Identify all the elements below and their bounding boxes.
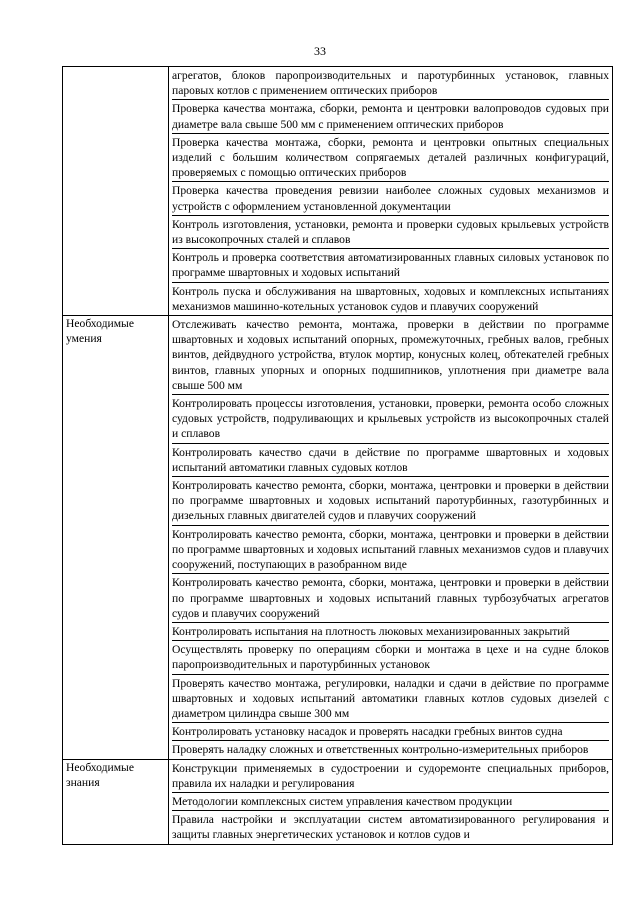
list-item: агрегатов, блоков паропроизводительных и паротурбинных установок, главных паровых котлов с применением оптических приборов	[172, 67, 609, 100]
list-item: Контроль пуска и обслуживания на швартовных, ходовых и комплексных испытаниях механизмов машинно-котельных установок судов и плавучих сооружений	[172, 284, 609, 313]
list-item: Проверка качества монтажа, сборки, ремонта и центровки валопроводов судовых при диаметре вала свыше 500 мм с применением оптических приборов	[172, 100, 609, 133]
table-row	[63, 316, 613, 759]
list-item: Проверять наладку сложных и ответственных контрольно-измерительных приборов	[172, 743, 589, 757]
list-item: Контролировать качество ремонта, сборки, монтажа, центровки и проверки в действии по программе швартовных и ходовых испытаний главных механизмов судов и плавучих сооружений, поступающих в разобранном виде	[172, 526, 609, 575]
row-label	[63, 67, 169, 316]
row-label-skills: Необходимые умения	[63, 316, 169, 759]
table-row	[63, 759, 613, 844]
row-content	[169, 67, 613, 316]
list-item: Контролировать качество сдачи в действие по программе швартовных и ходовых испытаний автоматики главных судовых котлов	[172, 444, 609, 477]
list-item: Контроль изготовления, установки, ремонта и проверки судовых крыльевых устройств из высокопрочных сталей и сплавов	[172, 216, 609, 249]
table-row	[63, 67, 613, 316]
list-item: Контролировать испытания на плотность люковых механизированных закрытий	[172, 623, 609, 641]
list-item: Конструкции применяемых в судостроении и судоремонте специальных приборов, правила их наладки и регулирования	[172, 760, 609, 793]
list-item: Правила настройки и эксплуатации систем автоматизированного регулирования и защиты главных энергетических установок и котлов судов и	[172, 813, 609, 842]
list-item: Контролировать качество ремонта, сборки, монтажа, центровки и проверки в действии по программе швартовных и ходовых испытаний главных турбозубчатых агрегатов судов и плавучих сооружений	[172, 574, 609, 623]
list-item: Отслеживать качество ремонта, монтажа, проверки в действии по программе швартовных и ходовых испытаний опорных, промежуточных, гребных валов, гребных винтов, дейдвудного устройства, втулок мортир, конусных колец, обтекателей гребных винтов, главных упорных и опорных подшипников, уплотнения при диаметре вала свыше 500 мм	[172, 316, 609, 395]
row-content	[169, 316, 613, 759]
row-label-knowledge: Необходимые знания	[63, 759, 169, 844]
list-item: Методологии комплексных систем управления качеством продукции	[172, 793, 609, 811]
list-item: Проверка качества проведения ревизии наиболее сложных судовых механизмов и устройств с оформлением установленной документации	[172, 182, 609, 215]
list-item: Проверять качество монтажа, регулировки, наладки и сдачи в действие по программе швартовных и ходовых испытаний автоматики главных котлов судовых дизелей с диаметром цилиндра свыше 300 мм	[172, 675, 609, 724]
list-item: Контролировать качество ремонта, сборки, монтажа, центровки и проверки в действии по программе швартовных и ходовых испытаний паротурбинных, газотурбинных и дизельных главных двигателей судов и плавучих сооружений	[172, 477, 609, 526]
list-item: Проверка качества монтажа, сборки, ремонта и центровки опытных специальных изделий с большим количеством сопрягаемых деталей различных конфигураций, проверяемых с помощью оптических приборов	[172, 134, 609, 183]
page-number: 33	[314, 44, 326, 58]
requirements-table	[62, 66, 613, 845]
list-item: Контролировать процессы изготовления, установки, проверки, ремонта особо сложных судовых устройств, подруливающих и крыльевых устройств из высокопрочных сталей и сплавов	[172, 395, 609, 444]
list-item: Контроль и проверка соответствия автоматизированных главных силовых установок по программе швартовных и ходовых испытаний	[172, 249, 609, 282]
list-item: Контролировать установку насадок и проверять насадки гребных винтов судна	[172, 723, 609, 741]
row-content	[169, 759, 613, 844]
list-item: Осуществлять проверку по операциям сборки и монтажа в цехе и на судне блоков паропроизводительных и паротурбинных установок	[172, 641, 609, 674]
